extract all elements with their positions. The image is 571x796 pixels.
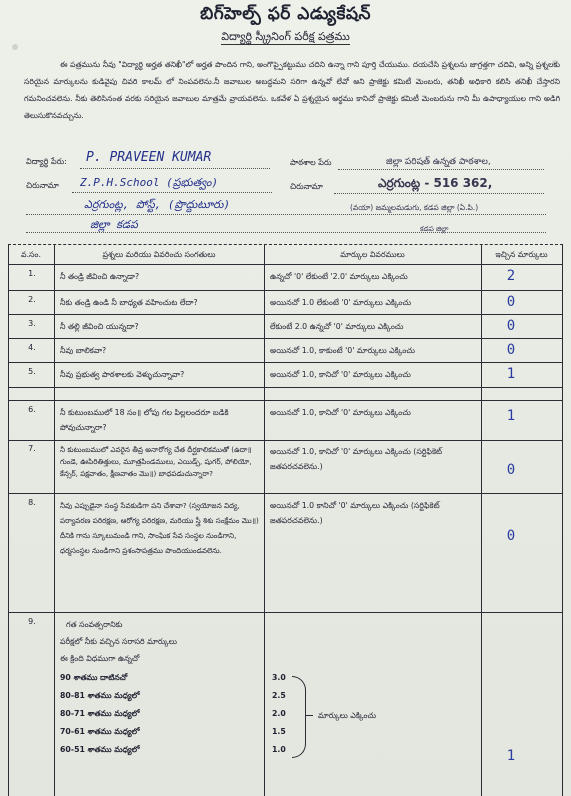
row-8-question: నీవు ఎప్పుడైనా సంస్థ సేవకుడిగా పని చేశావా? (స్వయోజన విద్య, పర్యావరణ పరిరక్షణ, ఆరోగ్య పరిరక్షణ, మరియు స్త్రీ శిశు సంక్షేమం మొ॥) దీనికి గాను స్కూలుమండి గాని, సాంఘిక సేవ సంస్థల నుండిగాని, ధర్మసంస్థల నుండిగాని ప్రశంసాపత్రము పొందియుండవలెను. (60, 501, 259, 555)
header-question: ప్రశ్నలు మరియు వివరించు సంగతులు (102, 250, 216, 259)
table-right-border (562, 244, 563, 796)
header-marks-details: మార్కుల వివరములు (340, 250, 405, 259)
row-9-marks-3: 2.0 (272, 709, 286, 718)
row-2-question: నీకు తండ్రి ఉండి నీ బాధ్యత వహించుట లేదా? (60, 298, 198, 307)
row-9-marks-5: 1.0 (272, 745, 286, 754)
row-9-sno: 9. (28, 617, 36, 626)
row-divider (8, 314, 563, 315)
row-4-given[interactable]: 0 (506, 342, 516, 358)
school-address-stamp: ఎర్రగుంట్ల - 516 362, (378, 176, 493, 190)
address-value-1[interactable]: Z.P.H.School (ప్రభుత్వం) (80, 176, 219, 189)
row-divider (8, 290, 563, 291)
row-4-sno: 4. (28, 343, 36, 352)
form-subtitle: విద్యార్థి స్క్రీనింగ్ పరీక్ష పత్రము (221, 30, 350, 43)
school-address-line (334, 193, 544, 194)
instructions-paragraph: ఈ పత్రమును నీవు "విద్యార్థి అర్హత తనిఖీ"లో అర్హత పొందిన గాని, అంగొప్పైకట్టుము చదిని ఉన్నా గాని పూర్తి చేయుము. దయచేసి ప్రశ్నలను జాగ్రత్తగా చదివి, అన్ని ప్రశ్నలకు సరియైన మార్కులను కుడివైపు చివరి కాలమ్ లో నింపవలెను.నీ జవాబుల అబద్ధమని సరిగా ఉన్నవో లేవో అని ప్రాజెక్టు కమిటీ మెంబరు, తనిఖీ అధికారి కలిసి తనిఖీ చేస్తారని గమనించవలెను. నీకు తెలిసినంత వరకు సరియైన జవాబుల మాత్రమే వ్రాయవలెను. ఒకవేళ ఏ ప్రశ్నయైన అర్థము కానిచో ప్రాజెక్టు కమిటీ మెంబరును గాని మీ ఉపాధ్యాయుల గాని అడిగి తెలుసుకొనవచ్చును. (24, 60, 560, 120)
row-9-range-5: 60-51 శాతము మధ్యలో (60, 745, 140, 754)
address-value-2[interactable]: ఎర్రగుంట్ల, పోస్ట్, (ప్రొద్దుటూరు) (84, 198, 231, 211)
header-marks-given: ఇచ్చిన మార్కులు (495, 250, 548, 259)
row-7-sno: 7. (28, 444, 36, 453)
row-9-line-3: ఈ క్రింది విధముగా ఉన్నచో (60, 654, 140, 663)
address-label: చిరునామా (26, 181, 59, 190)
school-address-label: చిరునామా (290, 182, 323, 191)
row-9-line-1: గత సంవత్సరానికు (66, 620, 123, 629)
row-4-marks: అయినచో 1.0, కాకుంటే '0' మార్కులు ఎక్కించు (270, 346, 415, 355)
student-name-label: విద్యార్థి పేరు: (26, 157, 67, 166)
row-4-question: నీవు బాలికవా? (60, 346, 107, 355)
row-1-sno: 1. (28, 269, 36, 278)
school-name-line (338, 169, 544, 170)
curly-brace (292, 676, 306, 758)
row-3-given[interactable]: 0 (506, 318, 516, 334)
row-2-sno: 2. (28, 295, 36, 304)
school-name-label: పాఠశాల పేరు (290, 158, 332, 167)
table-left-border (8, 244, 9, 796)
row-2-marks: అయినచో 1.0 లేకుంటే '0' మార్కులు ఎక్కించు (270, 298, 412, 307)
row-divider (8, 362, 563, 363)
row-3-question: నీ తల్లి జీవించి యున్నదా? (60, 322, 139, 331)
row-divider (8, 440, 563, 441)
row-9-range-4: 70-61 శాతము మధ్యలో (60, 727, 140, 736)
row-6-question: నీ కుటుంబములో 18 సం॥ లోపు గల పిల్లలందరూ బడికి పోవుచున్నారా? (60, 408, 229, 432)
address-line-2 (26, 214, 546, 215)
row-9-given[interactable]: 1 (506, 748, 516, 764)
student-name-value[interactable]: P. PRAVEEN KUMAR (86, 150, 212, 165)
row-9-marks-text: మార్కులు ఎక్కించు (318, 711, 377, 720)
table-header-divider (8, 264, 563, 265)
row-9-marks-2: 2.5 (272, 691, 286, 700)
row-3-marks: లేకుంటే 2.0 ఉన్నచో '0' మార్కులు ఎక్కించు (270, 322, 404, 331)
row-8-marks: అయినచో 1.0 కానిచో '0' మార్కులు ఎక్కించు (సర్టిఫికెట్ జతపరచవలెను.) (270, 501, 440, 525)
table-top-border (8, 244, 563, 245)
row-5-given[interactable]: 1 (506, 366, 516, 382)
row-6-sno: 6. (28, 405, 36, 414)
school-name-stamp: జిల్లా పరిషత్ ఉన్నత పాఠశాల, (386, 157, 491, 167)
row-1-given[interactable]: 2 (506, 268, 516, 284)
row-7-given[interactable]: 0 (506, 462, 516, 478)
row-3-sno: 3. (28, 319, 36, 328)
address-line-1 (72, 192, 272, 193)
row-divider (8, 338, 563, 339)
column-divider (264, 244, 265, 796)
row-9-marks-1: 3.0 (272, 673, 286, 682)
row-8-given[interactable]: 0 (506, 528, 516, 544)
row-divider (8, 493, 563, 494)
header-sno: వ.సం. (21, 250, 41, 259)
row-1-question: నీ తండ్రి జీవించి ఉన్నాడా? (60, 272, 140, 281)
address-value-3[interactable]: జిల్లా కడప (90, 218, 138, 231)
row-divider (8, 612, 563, 613)
student-name-line (80, 168, 270, 169)
row-1-marks: ఉన్నచో '0' లేకుంటే '2.0' మార్కులు ఎక్కించు (270, 272, 408, 281)
row-5-marks: అయినచో 1.0, కానిచో '0' మార్కులు ఎక్కించు (270, 370, 411, 379)
row-7-question: నీ కుటుంబములో ఎవరైన తీవ్ర అనారోగ్య చేత దీర్ఘకాలికముతో (ఉదా॥ గుండె, ఊపిరితిత్తులు, మూత్రపిండములు, ఎయిడ్స్, షుగర్, పోలియో, కేన్సర్, పక్షవాతం, క్షీణవాతం మొ॥) బాధపడుచున్నారా? (60, 445, 252, 478)
row-9-range-2: 80-81 శాతము మధ్యలో (60, 691, 140, 700)
row-7-marks: అయినచో 1.0, కానిచో '0' మార్కులు ఎక్కించు (సర్టిఫికెట్ జతపరచవలెను.) (270, 447, 443, 471)
row-8-sno: 8. (28, 498, 36, 507)
school-address-extra2: కడప జిల్లా (420, 225, 449, 233)
row-5-question: నీవు ప్రభుత్వ పాఠశాలకు వెళ్ళుచున్నావా? (60, 370, 185, 379)
form-title: బిగ్‌హెల్ప్ ఫర్ ఎడ్యుకేషన్ (200, 4, 371, 24)
column-divider (54, 244, 55, 796)
school-address-extra: (వయా) జమ్మలమడుగు, కడప జిల్లా (ఏ.పి.) (350, 203, 479, 212)
row-9-marks-4: 1.5 (272, 727, 286, 736)
row-9-range-3: 80-71 శాతము మధ్యలో (60, 709, 140, 718)
row-divider (8, 400, 563, 401)
row-2-given[interactable]: 0 (506, 294, 516, 310)
curly-brace-tip (305, 715, 313, 716)
row-5-sno: 5. (28, 367, 36, 376)
row-9-range-1: 90 శాతము దాటినచో (60, 673, 128, 682)
row-divider (8, 387, 563, 388)
row-6-marks: అయినచో 1.0, కానిచో '0' మార్కులు ఎక్కించు (270, 408, 411, 417)
row-6-given[interactable]: 1 (506, 408, 516, 424)
row-9-line-2: పరీక్షలో నీకు వచ్చిన సరాసరి మార్కులు (60, 637, 177, 646)
